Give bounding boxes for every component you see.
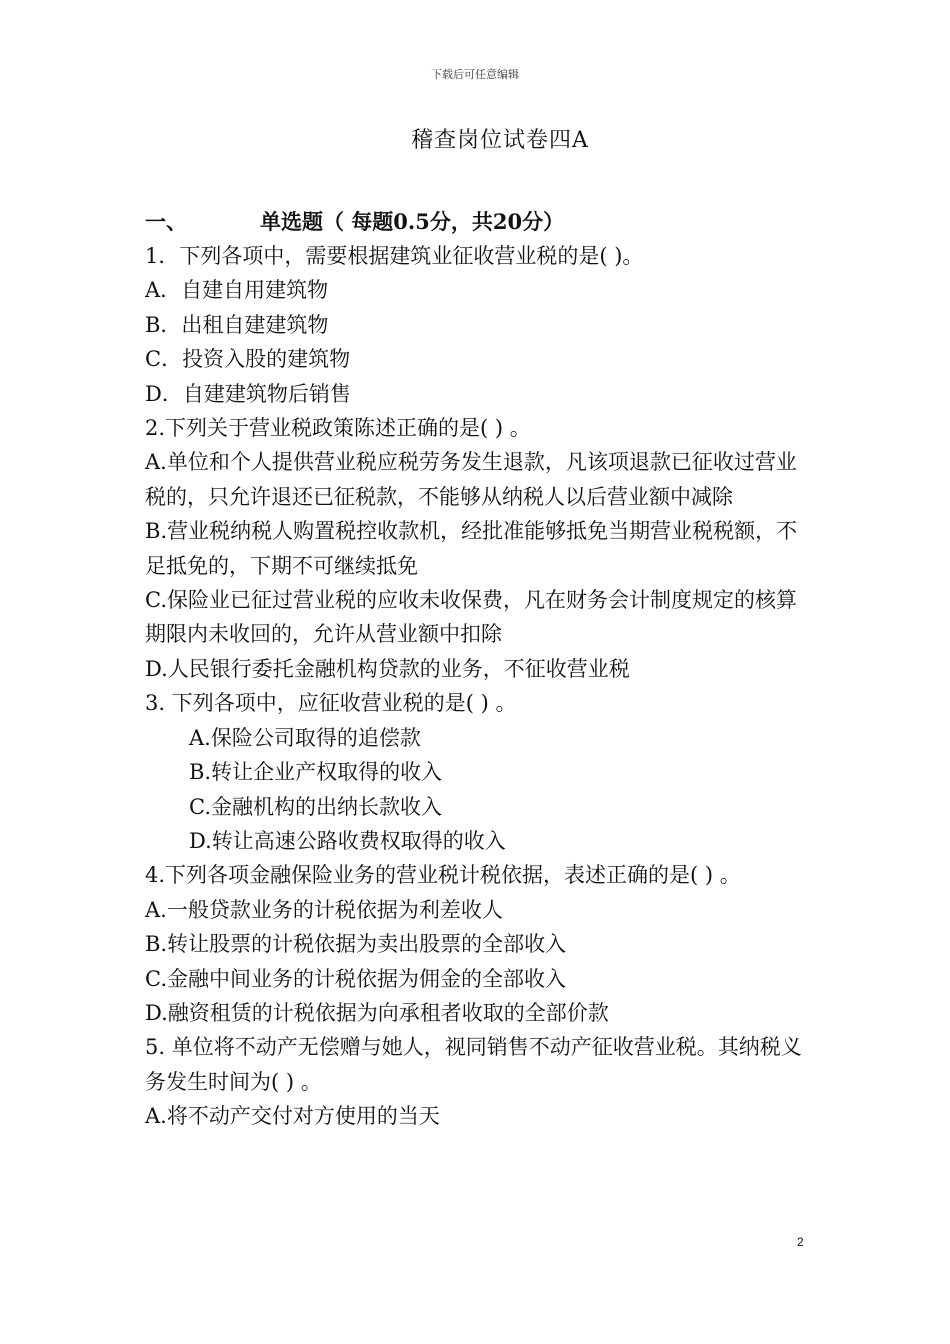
section-title: 单选题（ 每题0.5分，共20分） [260, 209, 565, 234]
option-4b: B.转让股票的计税依据为卖出股票的全部收入 [145, 932, 567, 957]
option-3d: D.转让高速公路收费权取得的收入 [189, 828, 506, 853]
section-heading [145, 206, 564, 236]
option-3c: C.金融机构的出纳长款收入 [189, 794, 442, 819]
option-2b: B.营业税纳税人购置税控收款机，经批准能够抵免当期营业税税额，不足抵免的，下期不可继续抵免 [145, 519, 798, 578]
option-3b: B.转让企业产权取得的收入 [189, 760, 443, 785]
document-title: 稽查岗位试卷四A [411, 128, 589, 153]
question-1: 1．下列各项中，需要根据建筑业征收营业税的是( )。 [145, 244, 644, 268]
option-3a: A.保险公司取得的追偿款 [189, 725, 421, 750]
page-header: 下载后可任意编辑 [431, 68, 519, 81]
option-2a: A.单位和个人提供营业税应税劳务发生退款，凡该项退款已征收过营业税的，只允许退还已征税款，不能够从纳税人以后营业额中减除 [145, 450, 797, 509]
option-4c: C.金融中间业务的计税依据为佣金的全部收入 [145, 966, 566, 991]
option-2d: D.人民银行委托金融机构贷款的业务，不征收营业税 [145, 656, 630, 681]
option-1a: A．自建自用建筑物 [145, 278, 329, 303]
question-3: 3. 下列各项中，应征收营业税的是( ) 。 [145, 691, 517, 716]
option-5a: A.将不动产交付对方使用的当天 [145, 1104, 440, 1129]
option-4a: A.一般贷款业务的计税依据为利差收人 [145, 897, 503, 922]
page-number: 2 [797, 1235, 804, 1249]
option-1b: B．出租自建建筑物 [145, 312, 329, 337]
question-2: 2.下列关于营业税政策陈述正确的是( ) 。 [145, 416, 531, 441]
option-1c: C．投资入股的建筑物 [145, 347, 351, 372]
option-1d: D．自建建筑物后销售 [145, 381, 351, 406]
option-4d: D.融资租赁的计税依据为向承租者收取的全部价款 [145, 1000, 609, 1025]
option-2c: C.保险业已征过营业税的应收未收保费，凡在财务会计制度规定的核算期限内未收回的，允许从营业额中扣除 [145, 588, 797, 647]
question-4: 4.下列各项金融保险业务的营业税计税依据，表述正确的是( ) 。 [145, 863, 741, 888]
section-number: 一、 [145, 209, 187, 234]
question-body [145, 239, 815, 1134]
question-5: 5. 单位将不动产无偿赠与她人，视同销售不动产征收营业税。其纳税义务发生时间为( ) 。 [145, 1035, 802, 1094]
